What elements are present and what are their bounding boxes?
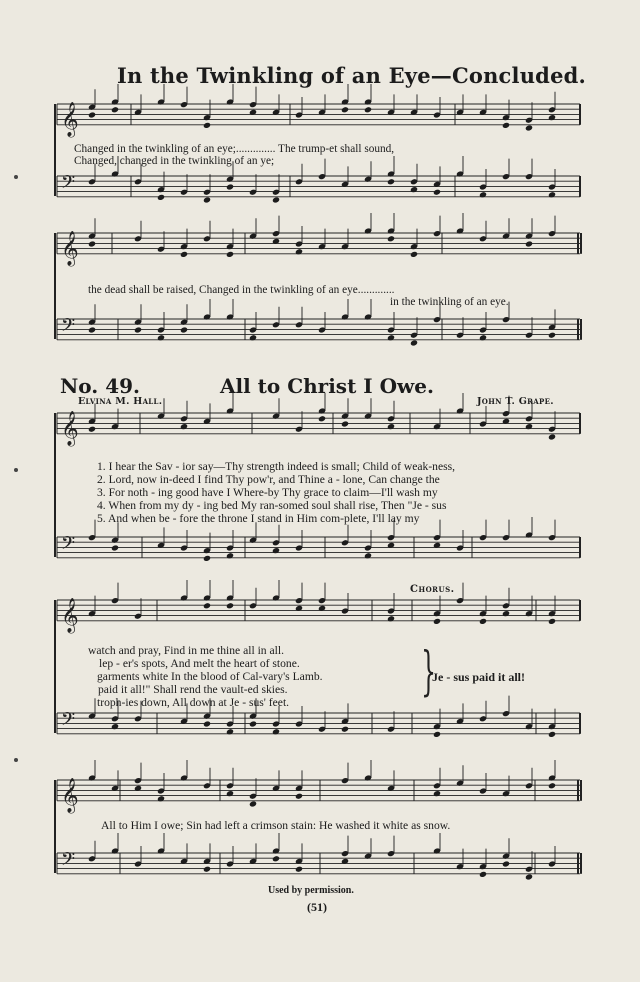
note-head: [318, 605, 326, 612]
verse-ending: watch and pray, Find in me thine all in all.: [88, 644, 284, 657]
note-head: [249, 800, 257, 807]
note-head: [548, 332, 556, 339]
treble-clef: 𝄞: [61, 597, 79, 633]
note-head: [502, 418, 510, 425]
note-head: [341, 726, 349, 733]
bass-clef: 𝄢: [61, 849, 76, 875]
note-head: [525, 423, 533, 430]
note-head: [387, 178, 395, 185]
note-head: [88, 111, 96, 118]
note-head: [433, 731, 441, 738]
note-head: [272, 238, 280, 245]
treble-clef: 𝄞: [61, 101, 79, 137]
section-title: In the Twinkling of an Eye—Concluded.: [117, 63, 587, 88]
note-head: [272, 728, 280, 735]
verse-line: 1. I hear the Sav - ior say—Thy strength indeed is small; Child of weak-ness,: [97, 460, 456, 473]
permission-note: Used by permission.: [268, 885, 354, 896]
note-head: [387, 334, 395, 341]
note-head: [180, 326, 188, 333]
note-head: [203, 602, 211, 609]
note-head: [203, 122, 211, 129]
note-head: [387, 423, 395, 430]
note-head: [525, 240, 533, 247]
verse-line: 5. And when be - fore the throne I stand in Him com-plete, I'll lay my: [97, 512, 420, 525]
note-head: [111, 544, 119, 551]
author-credit: Elvina M. Hall.: [78, 396, 163, 407]
bass-clef: 𝄢: [61, 709, 76, 735]
refrain-text: Je - sus paid it all!: [432, 670, 526, 684]
note-head: [295, 248, 303, 255]
note-head: [157, 795, 165, 802]
lyric-line: in the twinkling of an eye.: [390, 296, 509, 308]
note-head: [364, 552, 372, 559]
bass-clef: 𝄢: [61, 172, 76, 198]
note-head: [410, 186, 418, 193]
note-head: [548, 191, 556, 198]
note-head: [249, 720, 257, 727]
note-head: [479, 334, 487, 341]
lyric-line: Changed, changed in the twinkling of an ye;: [74, 155, 275, 167]
note-head: [341, 420, 349, 427]
note-head: [226, 183, 234, 190]
treble-clef: 𝄞: [61, 777, 79, 813]
note-head: [111, 723, 119, 730]
note-head: [387, 235, 395, 242]
note-head: [226, 251, 234, 258]
hymn-number: No. 49.: [60, 374, 140, 398]
note-head: [341, 858, 349, 865]
lyric-line: Changed in the twinkling of an eye;.............. The trump-et shall sound,: [74, 143, 395, 155]
note-head: [203, 555, 211, 562]
note-head: [295, 793, 303, 800]
treble-clef: 𝄞: [61, 410, 79, 446]
note-head: [226, 602, 234, 609]
note-head: [479, 871, 487, 878]
note-head: [272, 547, 280, 554]
note-head: [88, 326, 96, 333]
note-head: [111, 106, 119, 113]
note-head: [548, 782, 556, 789]
note-head: [180, 423, 188, 430]
note-head: [157, 194, 165, 201]
page-number: (51): [307, 900, 327, 914]
lyric-brace: }: [421, 642, 436, 702]
note-head: [203, 196, 211, 203]
note-head: [134, 785, 142, 792]
note-head: [525, 124, 533, 131]
note-head: [410, 251, 418, 258]
note-head: [295, 866, 303, 873]
bass-clef: 𝄢: [61, 533, 76, 559]
note-head: [226, 790, 234, 797]
note-head: [249, 334, 257, 341]
hymn-title: All to Christ I Owe.: [220, 374, 434, 398]
note-head: [433, 542, 441, 549]
note-head: [272, 855, 280, 862]
verse-ending: paid it all!" Shall rend the vault-ed skies.: [98, 683, 288, 696]
verse-ending: lep - er's spots, And melt the heart of stone.: [99, 657, 300, 670]
treble-clef: 𝄞: [61, 230, 79, 266]
note-head: [502, 610, 510, 617]
note-head: [479, 618, 487, 625]
note-head: [203, 866, 211, 873]
note-head: [548, 433, 556, 440]
verse-line: 4. When from my dy - ing bed My ran-somed soul shall rise, Then "Je - sus: [97, 499, 447, 512]
note-head: [226, 552, 234, 559]
composer-credit: John T. Grape.: [477, 396, 554, 407]
verse-ending: troph-ies down, All down at Je - sus' feet.: [97, 696, 290, 709]
note-head: [387, 542, 395, 549]
note-head: [433, 618, 441, 625]
note-head: [318, 415, 326, 422]
note-head: [433, 189, 441, 196]
note-head: [548, 731, 556, 738]
note-head: [88, 240, 96, 247]
note-head: [88, 426, 96, 433]
note-head: [548, 114, 556, 121]
note-head: [226, 728, 234, 735]
note-head: [387, 615, 395, 622]
refrain-line: All to Him I owe; Sin had left a crimson stain: He washed it white as snow.: [101, 819, 451, 832]
lyric-line: the dead shall be raised, Changed in the twinkling of an eye.............: [88, 284, 395, 296]
chorus-label: Chorus.: [410, 584, 455, 595]
verse-line: 3. For noth - ing good have I Where-by Thy grace to claim—I'll wash my: [97, 486, 438, 499]
verse-ending: garments white In the blood of Cal-vary's Lamb.: [97, 670, 323, 683]
note-head: [295, 605, 303, 612]
note-head: [410, 339, 418, 346]
note-head: [525, 873, 533, 880]
note-head: [548, 618, 556, 625]
note-head: [502, 122, 510, 129]
note-head: [272, 196, 280, 203]
verse-line: 2. Lord, now in-deed I find Thy pow'r, and Thine a - lone, Can change the: [97, 473, 440, 486]
note-head: [502, 860, 510, 867]
bass-clef: 𝄢: [61, 315, 76, 341]
note-head: [157, 334, 165, 341]
note-head: [479, 191, 487, 198]
note-head: [364, 106, 372, 113]
note-head: [134, 326, 142, 333]
note-head: [203, 720, 211, 727]
note-head: [249, 109, 257, 116]
note-head: [341, 106, 349, 113]
note-head: [433, 790, 441, 797]
note-head: [180, 251, 188, 258]
